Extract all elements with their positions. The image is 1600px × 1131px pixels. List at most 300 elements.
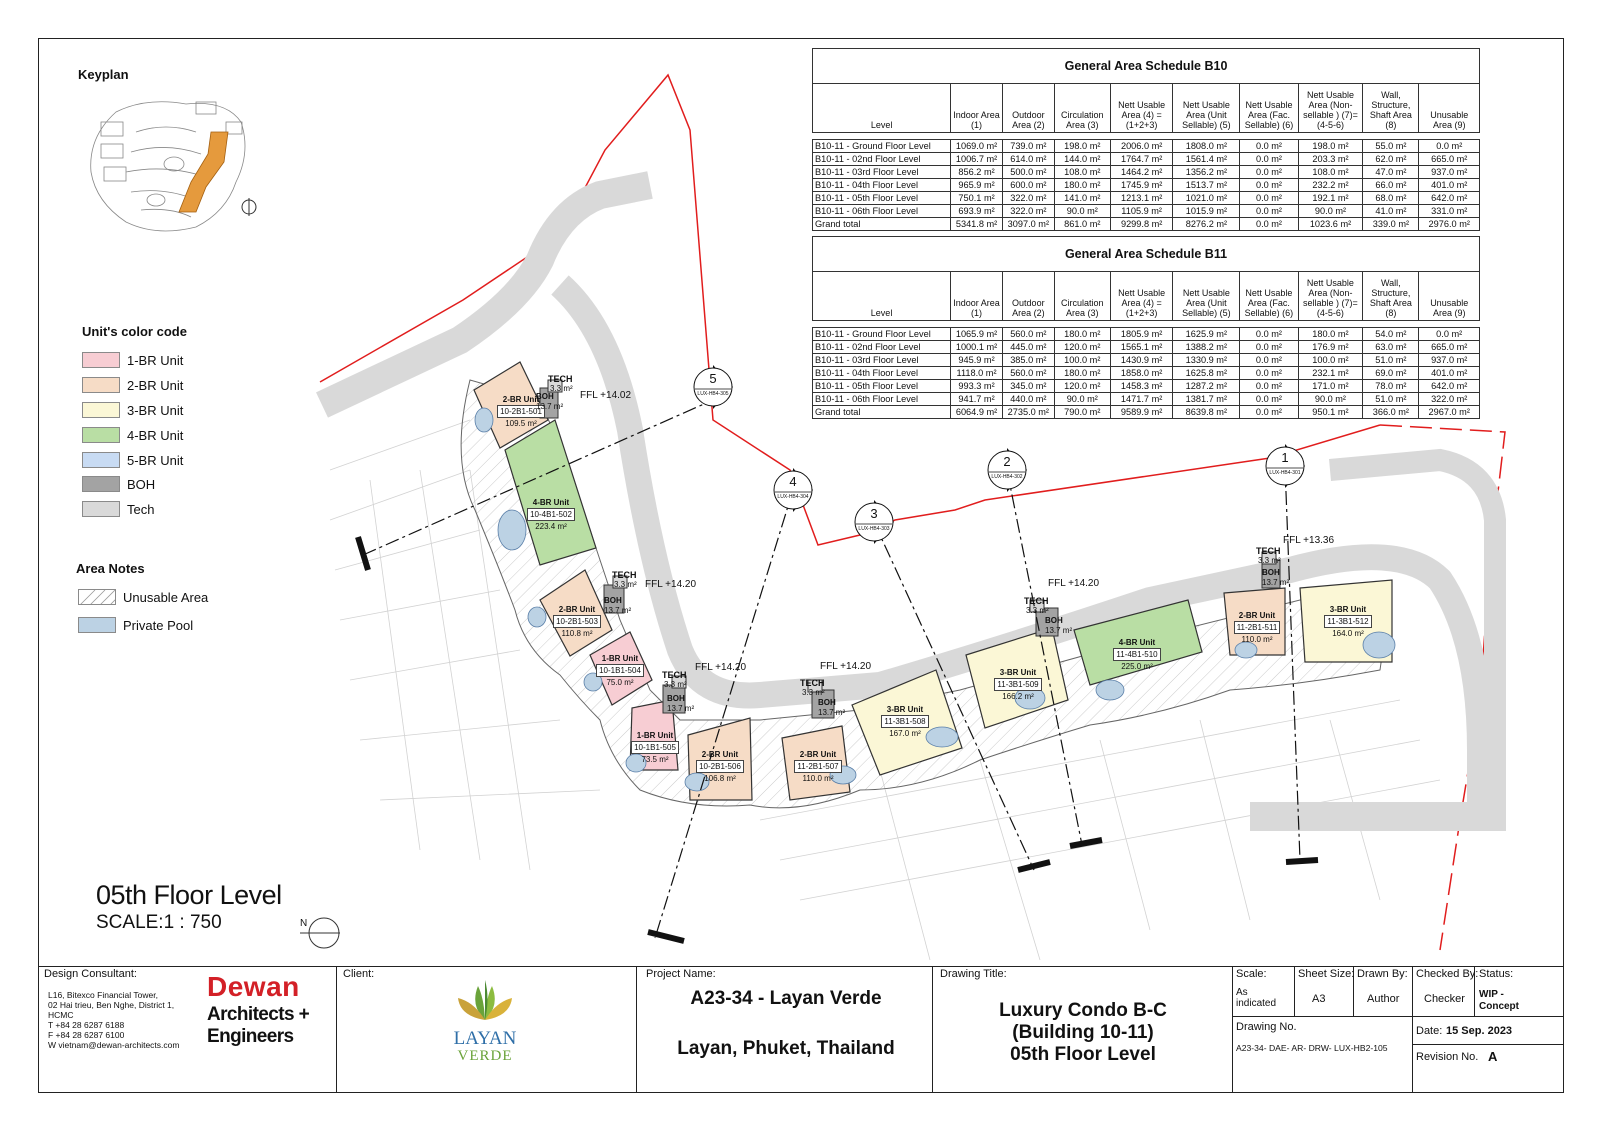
logo-line: Architects + [207,1004,310,1025]
table-cell: 322.0 m² [1002,205,1054,218]
table-cell: 66.0 m² [1363,179,1419,192]
table-cell: 1330.9 m² [1173,354,1240,367]
table-cell: 739.0 m² [1002,140,1054,153]
table-cell: 1805.9 m² [1110,328,1173,341]
table-cell: 345.0 m² [1002,380,1054,393]
boh-area: 13.7 m² [604,606,632,615]
unit-area: 166.2 m² [1002,692,1034,701]
table-cell: 500.0 m² [1002,166,1054,179]
table-cell: 941.7 m² [951,393,1003,406]
table-cell: 54.0 m² [1363,328,1419,341]
tb-divider [1232,966,1233,1093]
logo-line: Dewan [207,971,300,1002]
table-cell: 0.0 m² [1419,140,1480,153]
legend-label: 4-BR Unit [127,428,184,443]
boh-label: BOH [667,694,685,703]
plan-title: 05th Floor Level [96,880,282,910]
table-cell: 614.0 m² [1002,153,1054,166]
ffl-label: FFL +14.02 [580,390,632,401]
column-header: Nett Usable Area (Fac. Sellable) (6) [1240,84,1298,133]
table-cell: B10-11 - 02nd Floor Level [813,341,951,354]
table-cell: 0.0 m² [1240,166,1298,179]
table-cell: 9589.9 m² [1110,406,1173,419]
unit-label [1105,637,1169,672]
table-cell: 51.0 m² [1363,354,1419,367]
boh-area: 13.7 m² [667,704,695,713]
date-value: 15 Sep. 2023 [1446,1025,1513,1037]
section-number: 4 [789,474,797,489]
table-cell: B10-11 - 05th Floor Level [813,192,951,205]
unit-area: 110.0 m² [802,774,834,783]
table-cell: 1458.3 m² [1110,380,1173,393]
ffl-label: FFL +14.20 [695,662,747,673]
status-label: Status: [1479,968,1514,980]
table-cell: 0.0 m² [1419,328,1480,341]
legend-label: 3-BR Unit [127,403,184,418]
area-notes-title: Area Notes [76,561,145,576]
unit-area: 106.8 m² [704,774,736,783]
table-cell: 0.0 m² [1240,140,1298,153]
table-cell: 108.0 m² [1054,166,1110,179]
north-label: N [300,918,308,929]
table-cell: 1513.7 m² [1173,179,1240,192]
scale-label: Scale: [1236,968,1267,980]
legend-label: BOH [127,477,156,492]
table-cell: 1065.9 m² [951,328,1003,341]
tech-area: 3.3 m² [550,384,573,393]
column-header: Nett Usable Area (4) = (1+2+3) [1110,84,1173,133]
schedule-title: General Area Schedule B11 [813,237,1480,272]
table-cell: B10-11 - Ground Floor Level [813,140,951,153]
unit-type: 2-BR Unit [502,395,540,404]
table-cell: 856.2 m² [951,166,1003,179]
table-cell: 47.0 m² [1363,166,1419,179]
ffl-label: FFL +14.20 [1048,578,1100,589]
table-cell: 0.0 m² [1240,153,1298,166]
table-cell: 2967.0 m² [1419,406,1480,419]
table-cell: 232.2 m² [1298,179,1363,192]
section-marker [985,448,1029,492]
boh-label: BOH [1045,616,1063,625]
column-header: Nett Usable Area (Non-sellable ) (7)=(4-5-6) [1298,272,1363,321]
boh-label: BOH [604,596,622,605]
table-cell: 2976.0 m² [1419,218,1480,231]
tech-label: TECH [1024,596,1049,606]
schedule-title: General Area Schedule B10 [813,49,1480,84]
drawing-title-line: 05th Floor Level [1010,1044,1156,1065]
tech-area: 3.3 m² [802,688,825,697]
legend-title: Unit's color code [82,324,187,339]
table-cell: 5341.8 m² [951,218,1003,231]
column-header: Outdoor Area (2) [1002,272,1054,321]
table-cell: B10-11 - 04th Floor Level [813,367,951,380]
boh-area: 13.7 m² [1045,626,1073,635]
unit-type: 1-BR Unit [601,654,639,663]
boh-label: BOH [1262,568,1280,577]
legend-label: 1-BR Unit [127,353,184,368]
table-cell: 6064.9 m² [951,406,1003,419]
table-cell: 198.0 m² [1298,140,1363,153]
table-cell: 2006.0 m² [1110,140,1173,153]
table-cell: 192.1 m² [1298,192,1363,205]
table-cell: 560.0 m² [1002,367,1054,380]
table-cell: 1565.1 m² [1110,341,1173,354]
table-cell: 144.0 m² [1054,153,1110,166]
column-header: Wall, Structure, Shaft Area (8) [1363,272,1419,321]
table-cell: 0.0 m² [1240,341,1298,354]
table-cell: 945.9 m² [951,354,1003,367]
revision-label: Revision No. [1416,1051,1479,1063]
table-cell: 51.0 m² [1363,393,1419,406]
section-number: 2 [1003,454,1011,469]
drawing-title-label: Drawing Title: [940,968,1007,980]
table-cell: 642.0 m² [1419,192,1480,205]
table-cell: 1105.9 m² [1110,205,1173,218]
client-logo-line: VERDE [457,1048,513,1064]
table-cell: B10-11 - 06th Floor Level [813,393,951,406]
table-cell: 600.0 m² [1002,179,1054,192]
unit-area: 109.5 m² [505,419,537,428]
unit-label [1316,604,1380,639]
table-cell: 0.0 m² [1240,367,1298,380]
section-marker [691,365,735,409]
table-cell: 1858.0 m² [1110,367,1173,380]
unit-type: 2-BR Unit [558,605,596,614]
table-cell: 0.0 m² [1240,406,1298,419]
table-cell: 232.1 m² [1298,367,1363,380]
address-line: L16, Bitexco Financial Tower, [48,990,158,1000]
column-header: Outdoor Area (2) [1002,84,1054,133]
unit-type: 2-BR Unit [1238,611,1276,620]
tech-area: 3.3 m² [664,680,687,689]
table-cell: 322.0 m² [1419,393,1480,406]
unit-code: 11-4B1-510 [1113,648,1160,661]
unit-type: 4-BR Unit [532,498,570,507]
table-cell: 0.0 m² [1240,380,1298,393]
unit-label [519,497,583,532]
address-line: 02 Hai trieu, Ben Nghe, District 1, [48,1000,175,1010]
unit-label [688,749,752,784]
table-cell: 1471.7 m² [1110,393,1173,406]
checked-by-label: Checked By: [1416,968,1479,980]
unit-code: 10-4B1-502 [527,508,575,521]
tech-label: TECH [662,670,687,680]
project-name: A23-34 - Layan Verde [690,988,882,1009]
table-cell: 0.0 m² [1240,328,1298,341]
tb-divider [1294,966,1295,1016]
table-cell: 55.0 m² [1363,140,1419,153]
table-cell: 1287.2 m² [1173,380,1240,393]
table-cell: 693.9 m² [951,205,1003,218]
table-cell: 1118.0 m² [951,367,1003,380]
table-cell: 3097.0 m² [1002,218,1054,231]
column-header: Nett Usable Area (4) = (1+2+3) [1110,272,1173,321]
unit-type: 2-BR Unit [701,750,739,759]
table-cell: 665.0 m² [1419,153,1480,166]
ffl-label: FFL +14.20 [820,661,872,672]
tech-label: TECH [1256,546,1281,556]
tb-divider [1412,966,1413,1093]
plan-scale: SCALE:1 : 750 [96,912,222,933]
table-cell: 69.0 m² [1363,367,1419,380]
unit-code: 10-1B1-505 [631,741,679,754]
column-header: Nett Usable Area (Non-sellable ) (7)=(4-5-6) [1298,84,1363,133]
table-cell: 385.0 m² [1002,354,1054,367]
boh-label: BOH [818,698,836,707]
logo-line: Engineers [207,1026,294,1047]
table-cell: 861.0 m² [1054,218,1110,231]
table-cell: 750.1 m² [951,192,1003,205]
unit-label [986,667,1050,702]
legend-label: 5-BR Unit [127,453,184,468]
tech-area: 3.3 m² [1258,556,1281,565]
table-cell: Grand total [813,406,951,419]
project-label: Project Name: [646,968,716,980]
table-cell: 41.0 m² [1363,205,1419,218]
section-ref: LUX-HB4-305 [697,391,729,397]
table-cell: 90.0 m² [1298,393,1363,406]
section-marker [771,468,815,512]
unit-type: 3-BR Unit [886,705,924,714]
table-cell: 440.0 m² [1002,393,1054,406]
table-cell: 665.0 m² [1419,341,1480,354]
table-cell: 0.0 m² [1240,205,1298,218]
column-header: Indoor Area (1) [951,272,1003,321]
table-cell: 120.0 m² [1054,380,1110,393]
table-cell: Grand total [813,218,951,231]
table-cell: 322.0 m² [1002,192,1054,205]
table-cell: 1625.9 m² [1173,328,1240,341]
table-cell: 790.0 m² [1054,406,1110,419]
drawing-no-value: A23-34- DAE- AR- DRW- LUX-HB2-105 [1236,1043,1388,1053]
unit-code: 11-2B1-511 [1234,621,1281,634]
table-cell: 203.3 m² [1298,153,1363,166]
section-number: 5 [709,371,717,386]
unit-area: 225.0 m² [1121,662,1153,671]
table-cell: 642.0 m² [1419,380,1480,393]
ffl-label: FFL +13.36 [1283,535,1335,546]
address-line: W vietnam@dewan-architects.com [48,1040,180,1050]
tb-divider [336,966,337,1093]
table-cell: 120.0 m² [1054,341,1110,354]
tech-label: TECH [800,678,825,688]
design-consultant-label: Design Consultant: [44,968,137,980]
table-cell: 1006.7 m² [951,153,1003,166]
table-cell: 180.0 m² [1054,328,1110,341]
lotus-icon [450,976,520,1024]
table-cell: 1764.7 m² [1110,153,1173,166]
unit-label [588,653,652,688]
table-cell: B10-11 - 04th Floor Level [813,179,951,192]
drawing-no-label: Drawing No. [1236,1021,1297,1033]
unit-area: 75.0 m² [606,678,634,687]
drawing-title [934,1000,1232,1066]
area-note-label: Private Pool [123,618,194,633]
column-header: Circulation Area (3) [1054,84,1110,133]
unit-code: 11-2B1-507 [794,760,841,773]
table-cell: 9299.8 m² [1110,218,1173,231]
tb-divider [1412,1044,1564,1045]
unit-label [545,604,609,639]
column-header: Unusable Area (9) [1419,272,1480,321]
section-number: 3 [870,506,878,521]
column-header: Unusable Area (9) [1419,84,1480,133]
column-header: Nett Usable Area (Unit Sellable) (5) [1173,272,1240,321]
tb-divider [932,966,933,1093]
table-cell: 1625.8 m² [1173,367,1240,380]
sheet-size-label: Sheet Size: [1298,968,1355,980]
table-cell: 198.0 m² [1054,140,1110,153]
column-header: Wall, Structure, Shaft Area (8) [1363,84,1419,133]
table-cell: 937.0 m² [1419,166,1480,179]
table-cell: B10-11 - 05th Floor Level [813,380,951,393]
tech-area: 3.3 m² [614,580,637,589]
unit-label [623,730,687,765]
table-cell: 63.0 m² [1363,341,1419,354]
unit-area: 223.4 m² [535,522,567,531]
section-ref: LUX-HB4-301 [1269,470,1301,476]
column-header: Level [813,272,951,321]
keyplan-title: Keyplan [78,67,129,82]
table-cell: 445.0 m² [1002,341,1054,354]
project-location: Layan, Phuket, Thailand [677,1038,895,1059]
table-cell: 1388.2 m² [1173,341,1240,354]
address-line: T +84 28 6287 6188 [48,1020,125,1030]
table-cell: 8639.8 m² [1173,406,1240,419]
legend-label: 2-BR Unit [127,378,184,393]
table-cell: 993.3 m² [951,380,1003,393]
table-cell: 1069.0 m² [951,140,1003,153]
tech-area: 3.3 m² [1026,606,1049,615]
checked-by-value: Checker [1424,993,1465,1005]
column-header: Nett Usable Area (Unit Sellable) (5) [1173,84,1240,133]
unit-area: 73.5 m² [641,755,669,764]
table-cell: 1561.4 m² [1173,153,1240,166]
section-ref: LUX-HB4-302 [991,474,1023,480]
unit-type: 4-BR Unit [1118,638,1156,647]
unit-label [873,704,937,739]
address-line: HCMC [48,1010,74,1020]
table-cell: 965.9 m² [951,179,1003,192]
table-cell: 401.0 m² [1419,179,1480,192]
unit-label [786,749,850,784]
table-cell: 1430.9 m² [1110,354,1173,367]
table-cell: 108.0 m² [1298,166,1363,179]
status-value: WIP - Concept [1479,989,1519,1012]
column-header: Circulation Area (3) [1054,272,1110,321]
table-cell: 180.0 m² [1054,367,1110,380]
drawing-title-line: Luxury Condo B-C [999,1000,1167,1021]
unit-code: 10-2B1-503 [553,615,601,628]
table-cell: 1015.9 m² [1173,205,1240,218]
address-line: F +84 28 6287 6100 [48,1030,125,1040]
table-cell: 1213.1 m² [1110,192,1173,205]
unit-type: 3-BR Unit [999,668,1037,677]
table-cell: B10-11 - 02nd Floor Level [813,153,951,166]
section-number: 1 [1281,450,1289,465]
drawing-title-line: (Building 10-11) [1012,1022,1154,1043]
table-cell: 950.1 m² [1298,406,1363,419]
boh-area: 13.7 m² [536,402,564,411]
table-cell: 331.0 m² [1419,205,1480,218]
table-cell: B10-11 - 03rd Floor Level [813,166,951,179]
unit-code: 11-3B1-508 [881,715,928,728]
table-cell: 401.0 m² [1419,367,1480,380]
table-cell: 176.9 m² [1298,341,1363,354]
table-cell: 0.0 m² [1240,393,1298,406]
dewan-logo [207,971,310,1048]
table-cell: B10-11 - 03rd Floor Level [813,354,951,367]
unit-code: 11-3B1-509 [994,678,1041,691]
table-cell: 1381.7 m² [1173,393,1240,406]
table-cell: 90.0 m² [1054,205,1110,218]
boh-label: BOH [536,392,554,401]
table-cell: 0.0 m² [1240,192,1298,205]
section-marker [852,500,896,544]
unit-code: 10-2B1-506 [696,760,744,773]
table-cell: 90.0 m² [1298,205,1363,218]
drawn-by-value: Author [1367,993,1400,1005]
table-cell: 100.0 m² [1054,354,1110,367]
revision-value: A [1488,1049,1498,1064]
client-label: Client: [343,968,375,980]
tech-label: TECH [612,570,637,580]
table-cell: 366.0 m² [1363,406,1419,419]
table-cell: 0.0 m² [1240,354,1298,367]
table-cell: 0.0 m² [1240,179,1298,192]
unit-type: 1-BR Unit [636,731,674,740]
sheet-size-value: A3 [1312,993,1326,1005]
table-cell: 78.0 m² [1363,380,1419,393]
table-cell: 62.0 m² [1363,153,1419,166]
boh-area: 13.7 m² [1262,578,1290,587]
unit-code: 10-2B1-501 [497,405,545,418]
table-cell: 68.0 m² [1363,192,1419,205]
table-cell: 8276.2 m² [1173,218,1240,231]
scale-value: As indicated [1236,987,1277,1009]
unit-type: 2-BR Unit [799,750,837,759]
unit-code: 11-3B1-512 [1324,615,1371,628]
table-cell: 141.0 m² [1054,192,1110,205]
table-cell: 560.0 m² [1002,328,1054,341]
section-ref: LUX-HB4-303 [858,526,890,532]
titleblock-top-rule [38,966,1564,967]
table-cell: 171.0 m² [1298,380,1363,393]
boh-area: 13.7 m² [818,708,846,717]
table-cell: 937.0 m² [1419,354,1480,367]
client-logo [440,976,530,1064]
unit-type: 3-BR Unit [1329,605,1367,614]
drawn-by-label: Drawn By: [1357,968,1408,980]
table-cell: 180.0 m² [1054,179,1110,192]
table-cell: 100.0 m² [1298,354,1363,367]
unit-area: 110.8 m² [561,629,593,638]
table-cell: B10-11 - Ground Floor Level [813,328,951,341]
unit-area: 164.0 m² [1332,629,1364,638]
date-label: Date: [1416,1025,1443,1037]
table-cell: 1464.2 m² [1110,166,1173,179]
table-cell: B10-11 - 06th Floor Level [813,205,951,218]
unit-area: 167.0 m² [889,729,921,738]
tb-divider [636,966,637,1093]
table-cell: 180.0 m² [1298,328,1363,341]
table-cell: 1745.9 m² [1110,179,1173,192]
unit-area: 110.0 m² [1241,635,1273,644]
tech-label: TECH [548,374,573,384]
consultant-address [48,990,198,1050]
table-cell: 339.0 m² [1363,218,1419,231]
unit-label [1225,610,1289,645]
